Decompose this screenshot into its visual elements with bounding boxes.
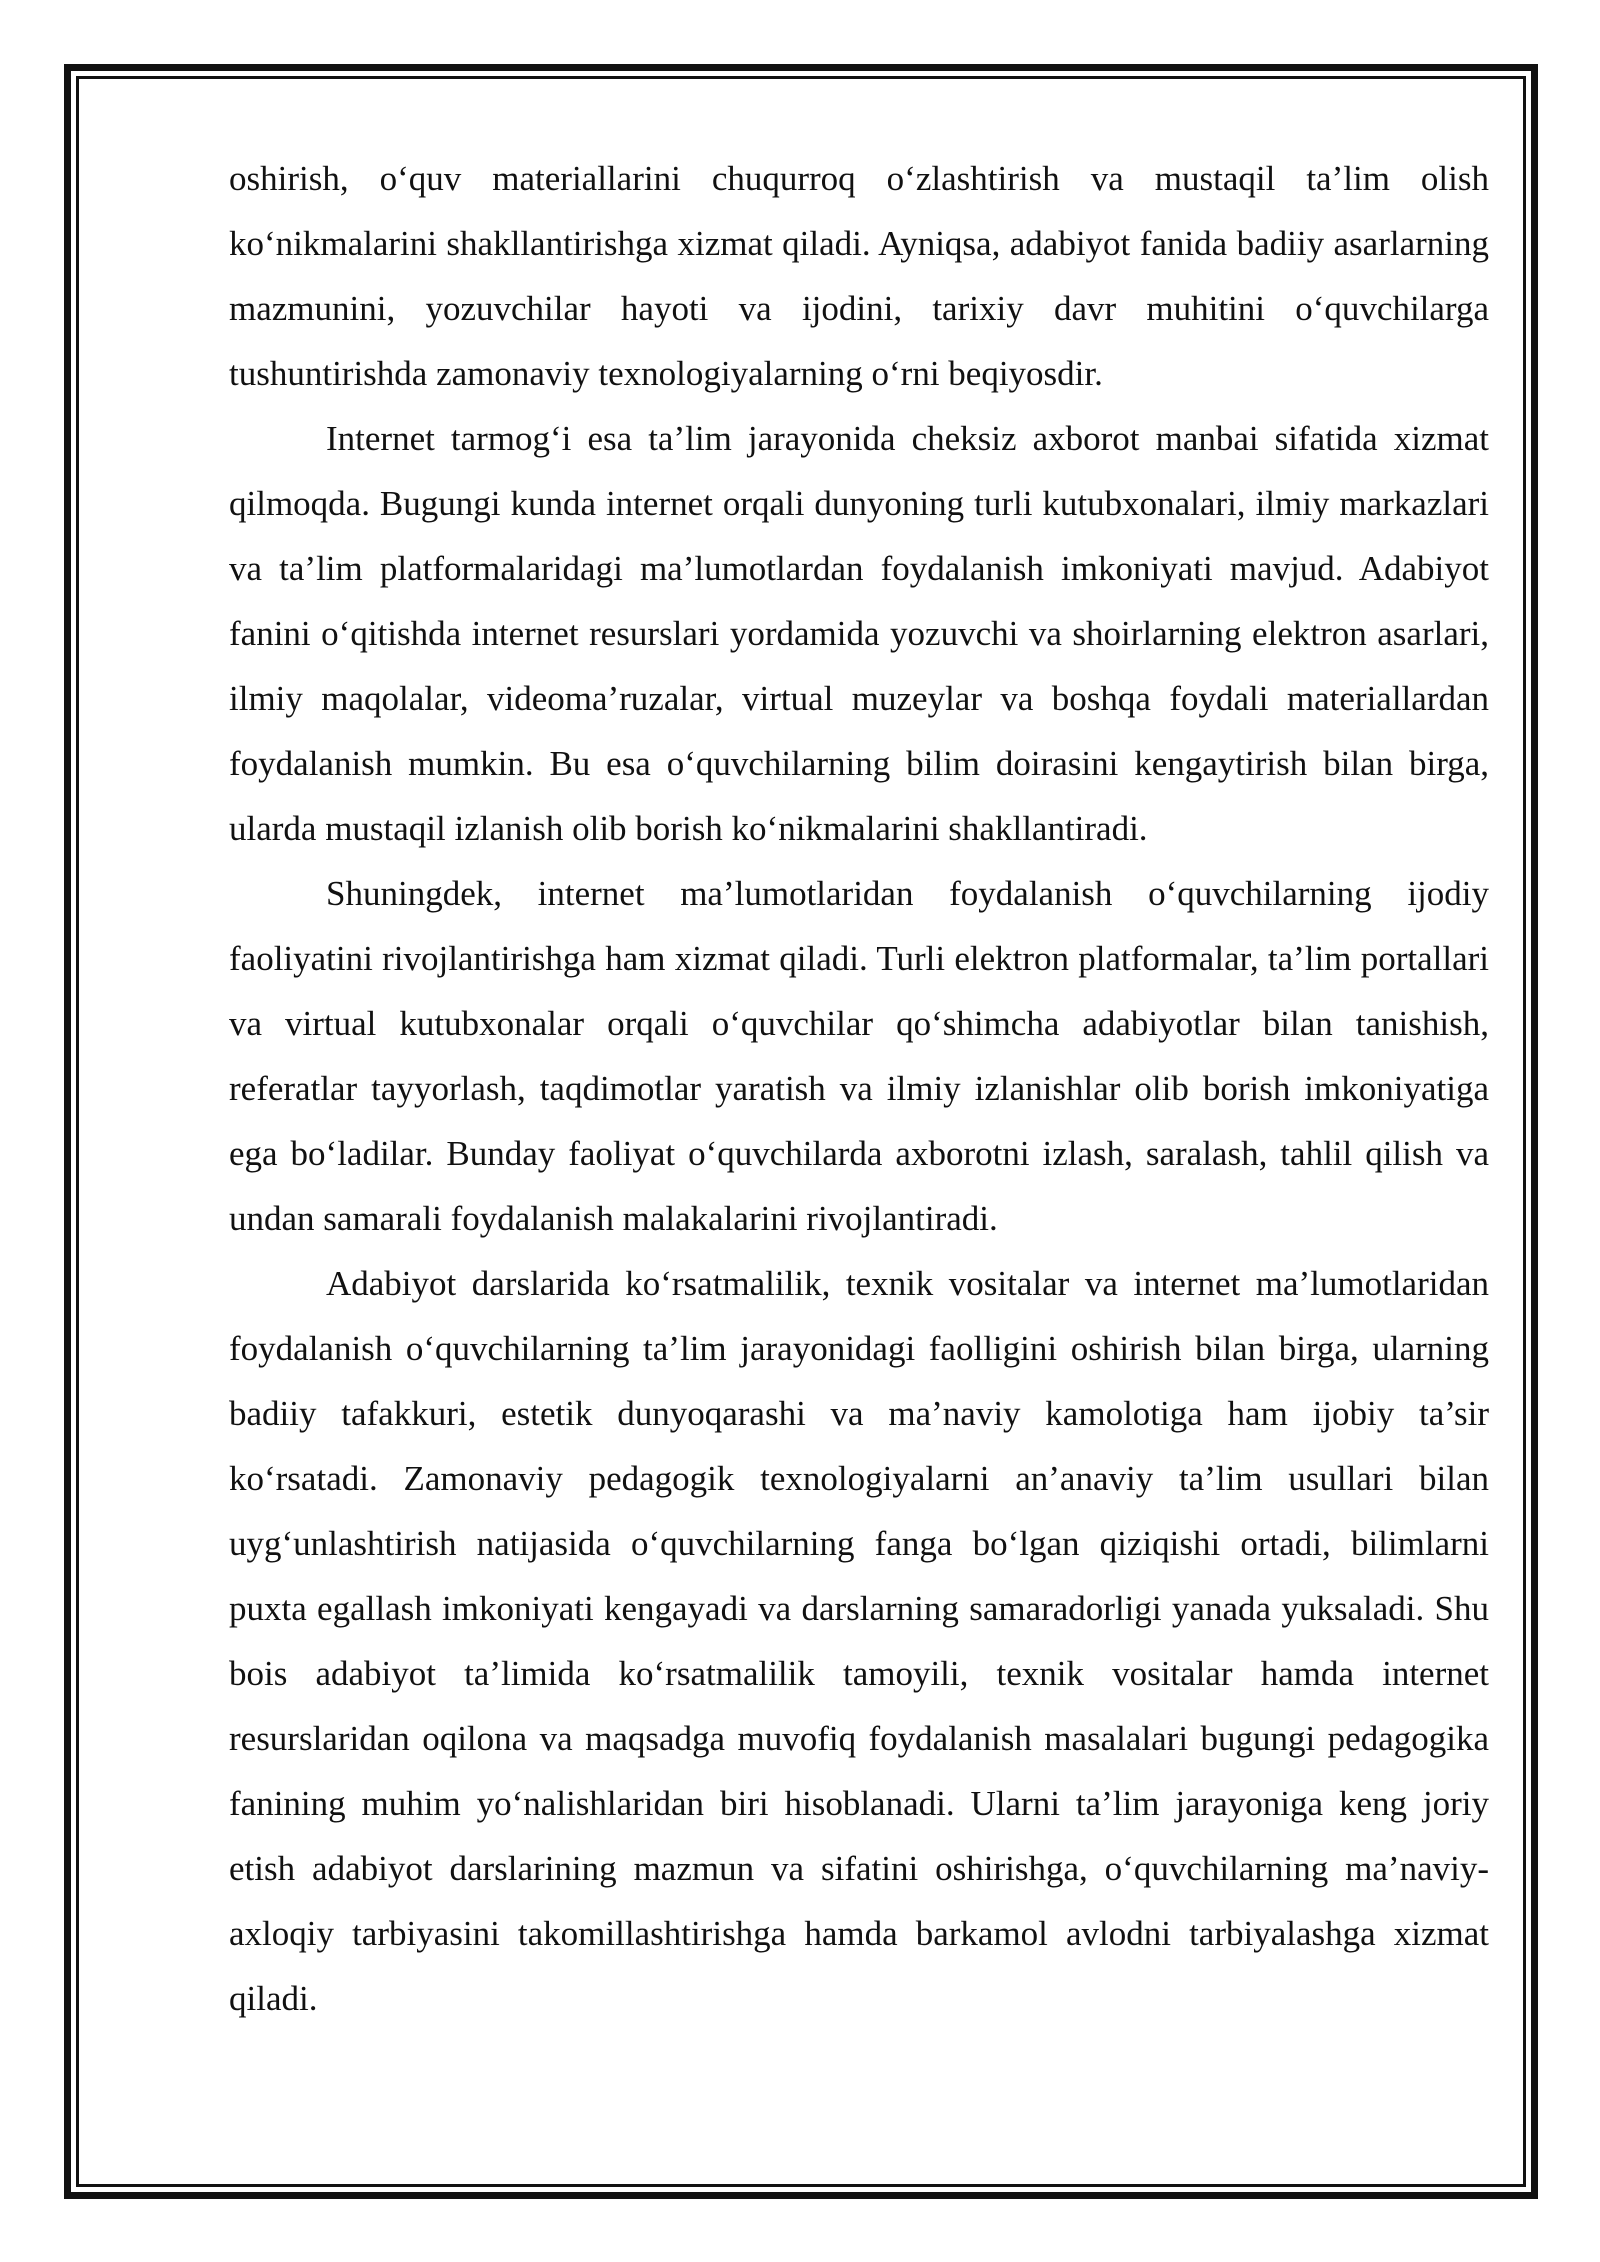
paragraph-3: Shuningdek, internet ma’lumotlaridan foydalanish o‘quvchilarning ijodiy faoliyatini rivojlantirishga ham xizmat qiladi. Turli elektron platformalar, ta’lim portallari va virtual kutubxonalar orqali o‘quvchilar qo‘shimcha adabiyotlar bilan tanishish, referatlar tayyorlash, taqdimotlar yaratish va ilmiy izlanishlar olib borish imkoniyatiga ega bo‘ladilar. Bunday faoliyat o‘quvchilarda axborotni izlash, saralash, tahlil qilish va undan samarali foydalanish malakalarini rivojlantiradi. (229, 874, 1489, 1238)
page-body (229, 146, 1489, 2031)
paragraph-1: oshirish, o‘quv materiallarini chuqurroq o‘zlashtirish va mustaqil ta’lim olish ko‘nikmalarini shakllantirishga xizmat qiladi. Ayniqsa, adabiyot fanida badiiy asarlarning mazmunini, yozuvchilar hayoti va ijodini, tarixiy davr muhitini o‘quvchilarga tushuntirishda zamonaviy texnologiyalarning o‘rni beqiyosdir. (229, 159, 1489, 393)
paragraph-4: Adabiyot darslarida ko‘rsatmalilik, texnik vositalar va internet ma’lumotlaridan foydalanish o‘quvchilarning ta’lim jarayonidagi faolligini oshirish bilan birga, ularning badiiy tafakkuri, estetik dunyoqarashi va ma’naviy kamolotiga ham ijobiy ta’sir ko‘rsatadi. Zamonaviy pedagogik texnologiyalarni an’anaviy ta’lim usullari bilan uyg‘unlashtirish natijasida o‘quvchilarning fanga bo‘lgan qiziqishi ortadi, bilimlarni puxta egallash imkoniyati kengayadi va darslarning samaradorligi yanada yuksaladi. Shu bois adabiyot ta’limida ko‘rsatmalilik tamoyili, texnik vositalar hamda internet resurslaridan oqilona va maqsadga muvofiq foydalanish masalalari bugungi pedagogika fanining muhim yo‘nalishlaridan biri hisoblanadi. Ularni ta’lim jarayoniga keng joriy etish adabiyot darslarining mazmun va sifatini oshirishga, o‘quvchilarning ma’naviy-axloqiy tarbiyasini takomillashtirishga hamda barkamol avlodni tarbiyalashga xizmat qiladi. (229, 1264, 1489, 2018)
paragraph-2: Internet tarmog‘i esa ta’lim jarayonida cheksiz axborot manbai sifatida xizmat qilmoqda. Bugungi kunda internet orqali dunyoning turli kutubxonalari, ilmiy markazlari va ta’lim platformalaridagi ma’lumotlardan foydalanish imkoniyati mavjud. Adabiyot fanini o‘qitishda internet resurslari yordamida yozuvchi va shoirlarning elektron asarlari, ilmiy maqolalar, videoma’ruzalar, virtual muzeylar va boshqa foydali materiallardan foydalanish mumkin. Bu esa o‘quvchilarning bilim doirasini kengaytirish bilan birga, ularda mustaqil izlanish olib borish ko‘nikmalarini shakllantiradi. (229, 419, 1489, 848)
